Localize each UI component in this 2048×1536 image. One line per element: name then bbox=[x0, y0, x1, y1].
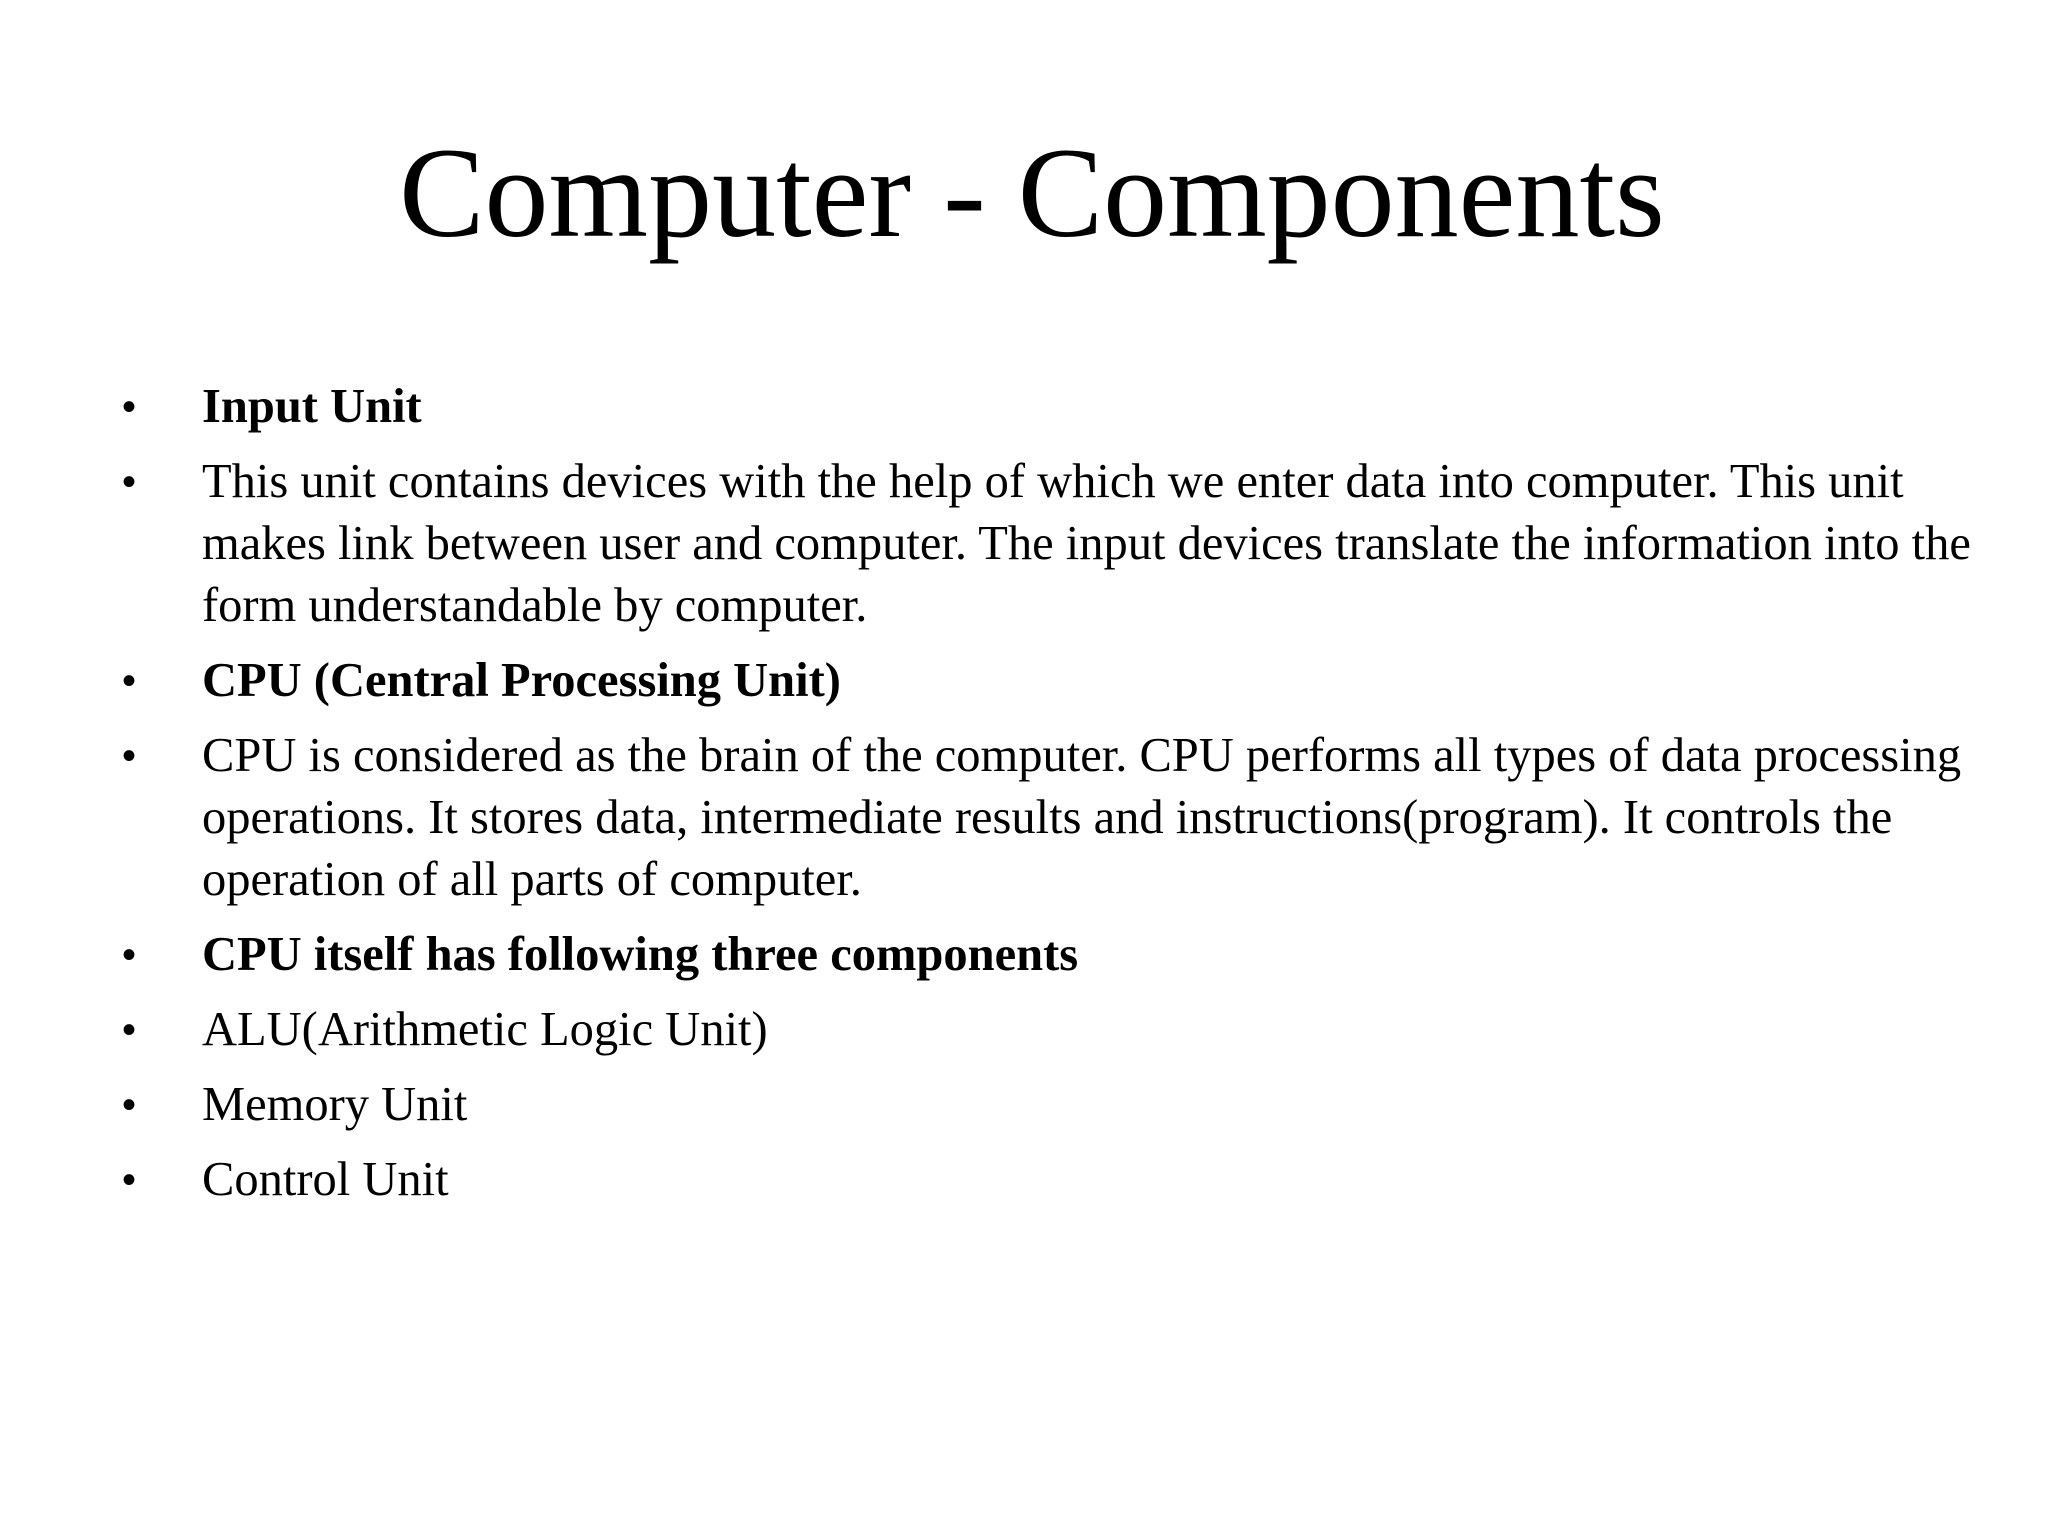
bullet-text-cpu-description: CPU is considered as the brain of the computer. CPU performs all types of data processing operations. It stores data, intermediate results and instructions(program). It controls the operation of all parts of computer. bbox=[202, 729, 1962, 906]
bullet-text-control-unit: Control Unit bbox=[202, 1153, 449, 1206]
bullet-list bbox=[122, 376, 1982, 1224]
list-item bbox=[122, 999, 1982, 1061]
bullet-icon: • bbox=[122, 1008, 137, 1052]
list-item bbox=[122, 725, 1982, 911]
bullet-icon: • bbox=[122, 460, 137, 504]
bullet-icon: • bbox=[122, 385, 137, 429]
list-item bbox=[122, 451, 1982, 637]
bullet-icon: • bbox=[122, 1083, 137, 1127]
bullet-icon: • bbox=[122, 1158, 137, 1202]
bullet-text-alu: ALU(Arithmetic Logic Unit) bbox=[202, 1003, 768, 1056]
bullet-text-input-unit-description: This unit contains devices with the help of which we enter data into computer. This unit makes link between user and computer. The input devices translate the information into the form understandable by computer. bbox=[202, 455, 1971, 632]
slide-title: Computer - Components bbox=[399, 122, 1665, 264]
bullet-heading-cpu-components: CPU itself has following three components bbox=[202, 928, 1079, 981]
bullet-icon: • bbox=[122, 933, 137, 977]
bullet-text-memory-unit: Memory Unit bbox=[202, 1078, 468, 1131]
list-item bbox=[122, 650, 1982, 712]
bullet-heading-input-unit: Input Unit bbox=[202, 380, 422, 433]
list-item bbox=[122, 376, 1982, 438]
list-item bbox=[122, 1074, 1982, 1136]
bullet-icon: • bbox=[122, 659, 137, 703]
list-item bbox=[122, 924, 1982, 986]
bullet-icon: • bbox=[122, 734, 137, 778]
list-item bbox=[122, 1149, 1982, 1211]
bullet-heading-cpu: CPU (Central Processing Unit) bbox=[202, 654, 841, 707]
